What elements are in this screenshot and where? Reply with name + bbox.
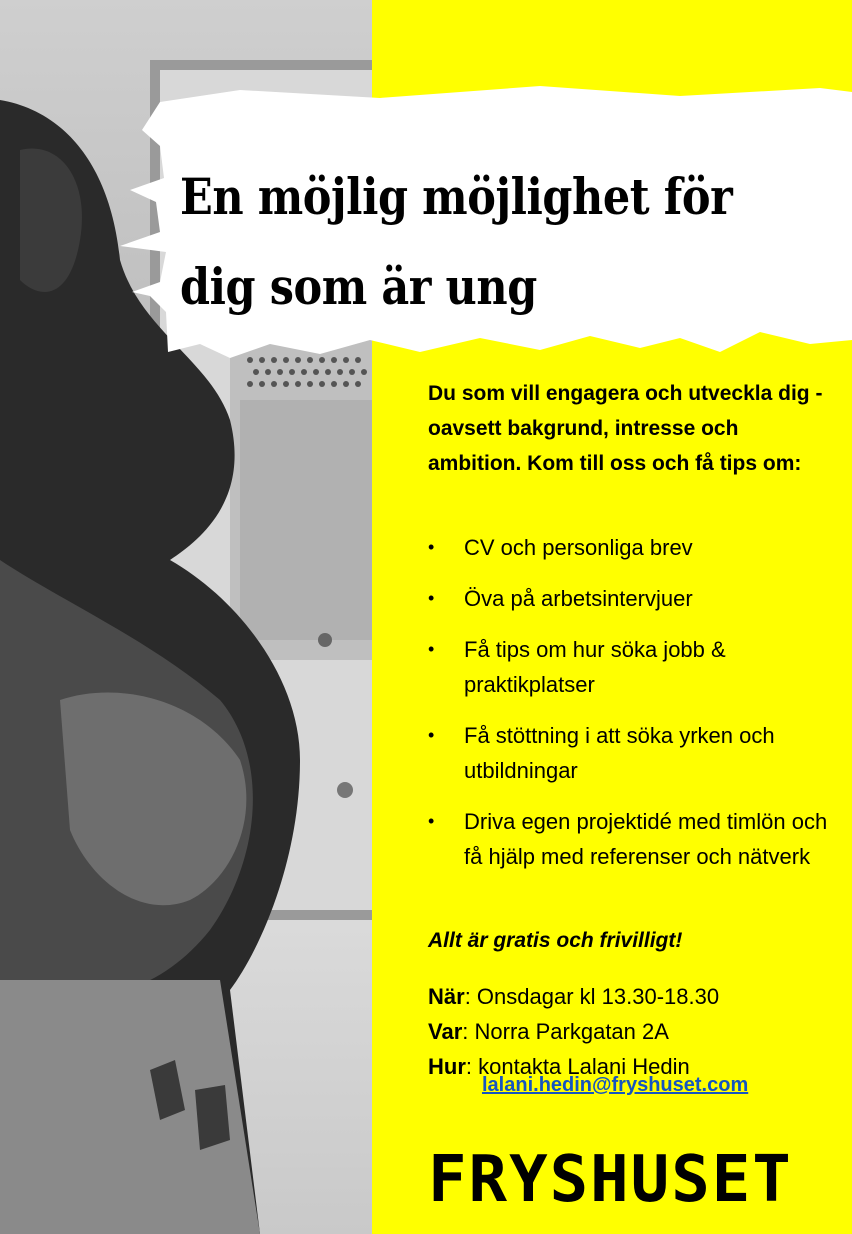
list-item-text: Få stöttning i att söka yrken och utbildningar	[464, 723, 775, 783]
bullet-glyph: •	[428, 639, 435, 659]
when-label: När	[428, 984, 465, 1009]
when-value: : Onsdagar kl 13.30-18.30	[464, 984, 720, 1009]
list-item	[428, 718, 828, 788]
list-item	[428, 632, 828, 702]
list-item	[428, 581, 828, 616]
fryshuset-logo: FRYSHUSET	[428, 1143, 793, 1217]
bullet-glyph: •	[428, 588, 435, 608]
list-item	[428, 530, 828, 565]
event-info	[428, 979, 719, 1084]
intro-text: Du som vill engagera och utveckla dig - oavsett bakgrund, intresse och ambition. Kom till oss och få tips om:	[428, 382, 823, 475]
list-item	[428, 804, 828, 874]
how-label: Hur	[428, 1054, 466, 1079]
where-row	[428, 1014, 719, 1049]
main-content	[428, 376, 828, 1096]
title-line-1: En möjlig möjlighet för	[180, 167, 733, 226]
list-item-text: CV och personliga brev	[464, 535, 693, 560]
where-label: Var	[428, 1019, 463, 1044]
how-value: : kontakta Lalani Hedin	[465, 1054, 690, 1079]
page-title	[180, 152, 733, 332]
bullet-glyph: •	[428, 537, 435, 557]
when-row	[428, 979, 719, 1014]
contact-email-link[interactable]: lalani.hedin@fryshuset.com	[482, 1074, 749, 1096]
free-note: Allt är gratis och frivilligt!	[428, 929, 683, 952]
bullet-glyph: •	[428, 811, 435, 831]
tips-list	[428, 530, 828, 890]
title-line-2: dig som är ung	[180, 257, 537, 316]
list-item-text: Få tips om hur söka jobb & praktikplatser	[464, 637, 726, 697]
list-item-text: Driva egen projektidé med timlön och få hjälp med referenser och nätverk	[464, 809, 828, 869]
list-item-text: Öva på arbetsintervjuer	[464, 586, 693, 611]
where-value: : Norra Parkgatan 2A	[462, 1019, 669, 1044]
bullet-glyph: •	[428, 725, 435, 745]
